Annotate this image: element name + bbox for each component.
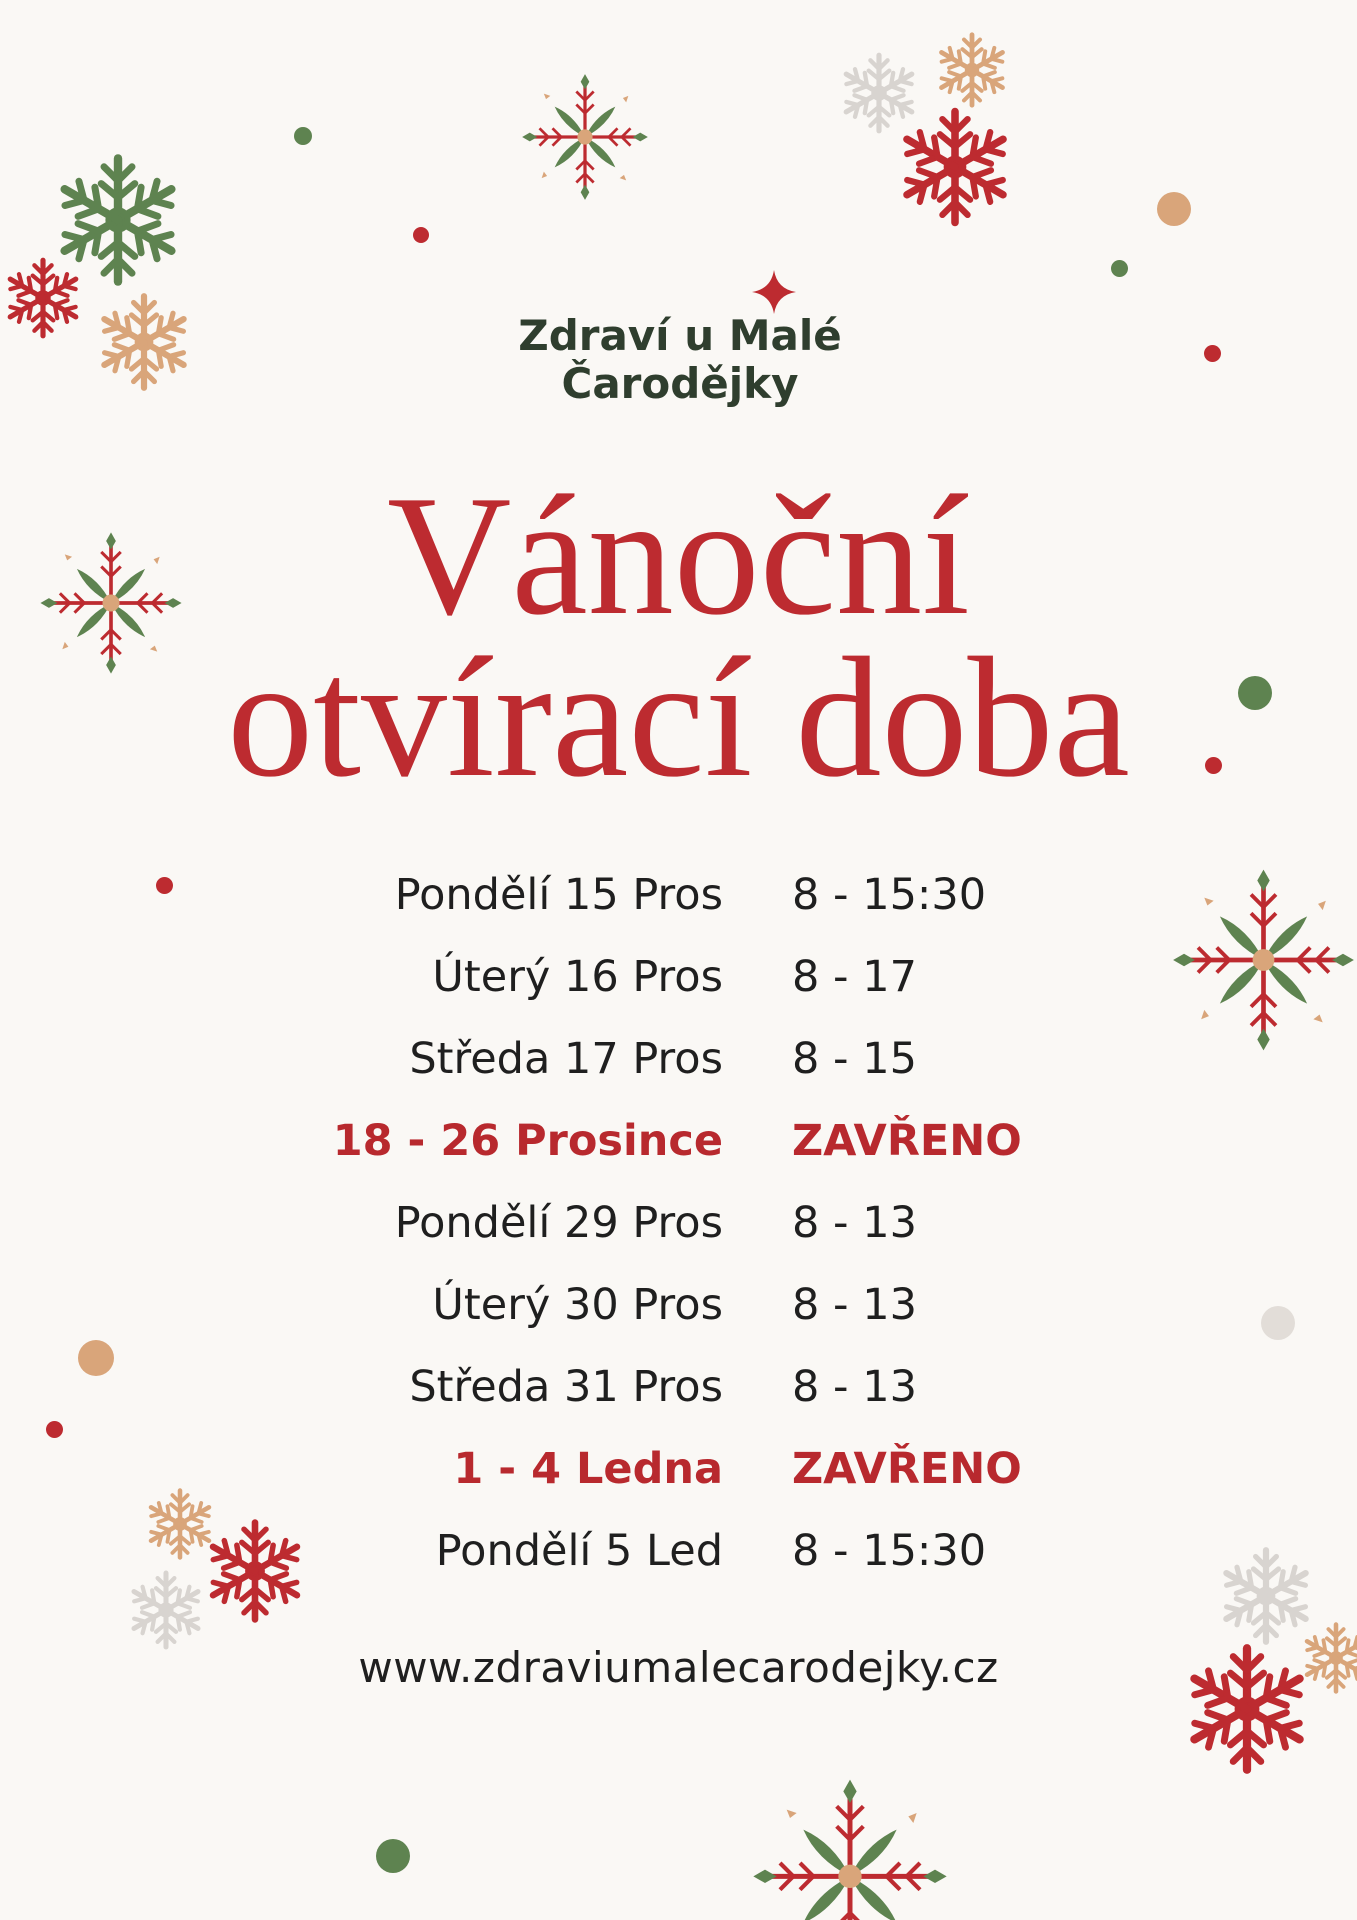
dot-icon [413, 227, 429, 243]
schedule-row [300, 1357, 1060, 1417]
snowflake-icon [932, 30, 1012, 110]
dot-icon [1204, 345, 1221, 362]
website-link[interactable]: www.zdraviumalecarodejky.cz [358, 1643, 999, 1692]
schedule-day: Úterý 30 Pros [432, 1280, 723, 1330]
title-line2: otvírací doba [227, 623, 1130, 813]
ornament-snowflake-icon [750, 1776, 950, 1920]
ornament-snowflake-icon [520, 72, 650, 202]
schedule-time: ZAVŘENO [792, 1116, 1022, 1166]
schedule-time: 8 - 13 [792, 1280, 917, 1330]
schedule-row [300, 947, 1060, 1007]
dot-icon [156, 877, 173, 894]
ornament-snowflake-icon [1170, 835, 1357, 1085]
schedule-day: 18 - 26 Prosince [332, 1116, 723, 1166]
brand-name [500, 312, 860, 408]
schedule-time: 8 - 15:30 [792, 870, 987, 920]
dot-icon [46, 1421, 63, 1438]
dot-icon [1261, 1306, 1295, 1340]
schedule-row [300, 865, 1060, 925]
schedule-day: Středa 17 Pros [409, 1034, 723, 1084]
schedule-row [300, 1029, 1060, 1089]
schedule-time: 8 - 13 [792, 1198, 917, 1248]
dot-icon [78, 1340, 114, 1376]
schedule-row [300, 1193, 1060, 1253]
schedule-time: 8 - 15 [792, 1034, 917, 1084]
brand-name-line1: Zdraví u Malé [518, 311, 842, 360]
four-point-star-icon [752, 270, 796, 314]
schedule-day: Úterý 16 Pros [432, 952, 723, 1002]
schedule-row [300, 1521, 1060, 1581]
dot-icon [1111, 260, 1128, 277]
dot-icon [1157, 192, 1191, 226]
page-title [0, 461, 1357, 813]
schedule-day: Pondělí 5 Led [435, 1526, 723, 1576]
snowflake-icon [200, 1516, 310, 1626]
schedule-day: Středa 31 Pros [409, 1362, 723, 1412]
snowflake-icon [92, 290, 196, 394]
brand-name-line2: Čarodějky [561, 359, 799, 408]
snowflake-icon [892, 104, 1018, 230]
schedule-row-closed [300, 1439, 1060, 1499]
schedule-time: 8 - 15:30 [792, 1526, 987, 1576]
schedule-row [300, 1275, 1060, 1335]
title-line1: Vánoční [387, 461, 970, 651]
schedule-day: Pondělí 15 Pros [394, 870, 723, 920]
dot-icon [376, 1839, 410, 1873]
schedule-time: 8 - 13 [792, 1362, 917, 1412]
schedule-time: ZAVŘENO [792, 1444, 1022, 1494]
schedule-day: Pondělí 29 Pros [394, 1198, 723, 1248]
schedule-day: 1 - 4 Ledna [453, 1444, 723, 1494]
schedule-time: 8 - 17 [792, 952, 917, 1002]
dot-icon [294, 127, 312, 145]
snowflake-icon [0, 255, 86, 341]
schedule-row-closed [300, 1111, 1060, 1171]
